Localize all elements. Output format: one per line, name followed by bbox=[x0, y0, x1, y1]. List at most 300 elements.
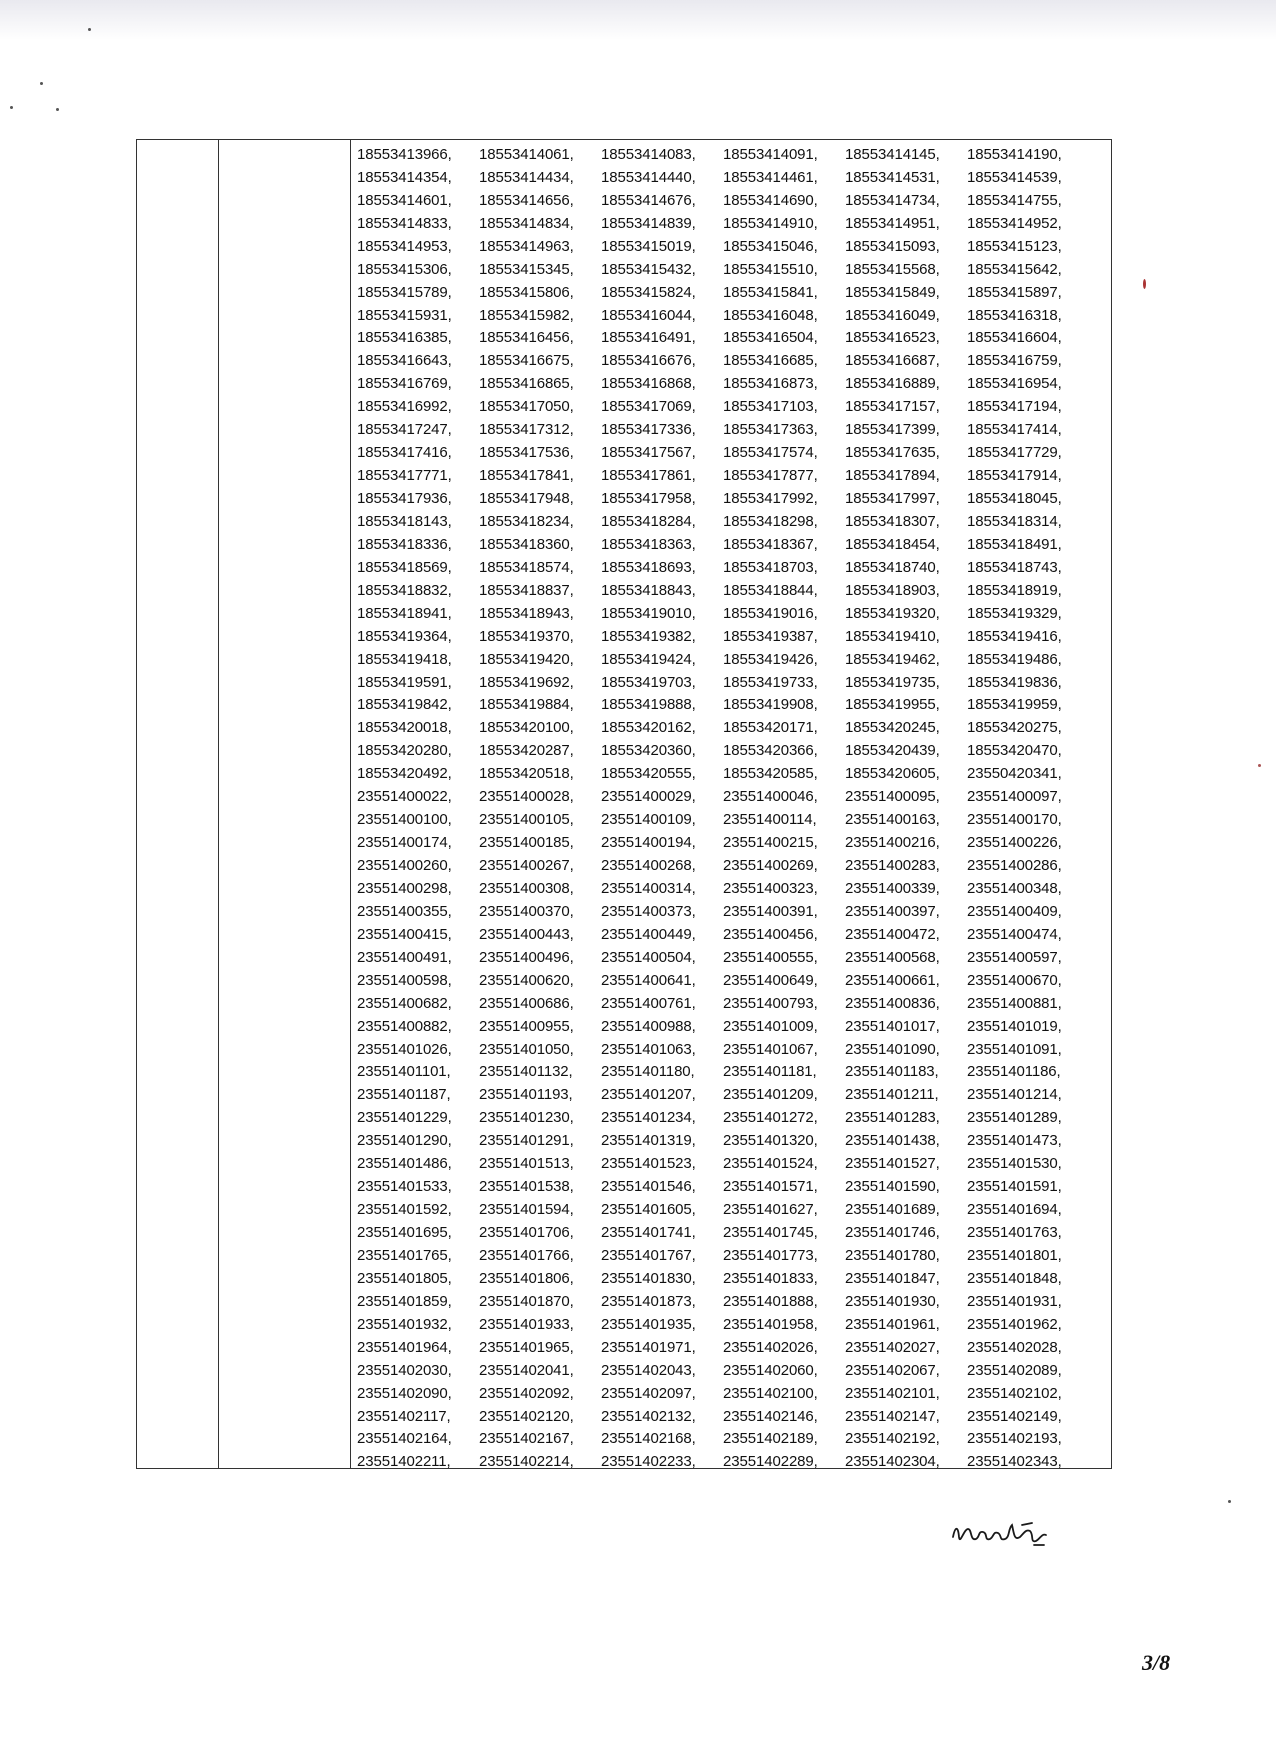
number-cell: 18553416504, bbox=[723, 329, 818, 347]
number-cell: 23551401870, bbox=[479, 1292, 574, 1310]
number-cell: 18553414531, bbox=[845, 168, 940, 186]
number-cell: 23551401486, bbox=[357, 1155, 452, 1173]
number-cell: 23551401767, bbox=[601, 1246, 696, 1264]
number-cell: 23551400373, bbox=[601, 902, 696, 920]
number-cell: 18553415568, bbox=[845, 260, 940, 278]
number-cell: 23551401019, bbox=[967, 1017, 1062, 1035]
number-cell: 23551400097, bbox=[967, 788, 1062, 806]
number-cell: 23551401830, bbox=[601, 1269, 696, 1287]
number-cell: 23551400415, bbox=[357, 925, 452, 943]
number-cell: 23551400661, bbox=[845, 971, 940, 989]
number-cell: 23551401766, bbox=[479, 1246, 574, 1264]
number-cell: 23551400597, bbox=[967, 948, 1062, 966]
number-cell: 18553417157, bbox=[845, 398, 940, 416]
number-cell: 23551400491, bbox=[357, 948, 452, 966]
number-cell: 18553418832, bbox=[357, 581, 452, 599]
number-cell: 23551401319, bbox=[601, 1132, 696, 1150]
number-cell: 18553416759, bbox=[967, 352, 1062, 370]
number-cell: 23551401017, bbox=[845, 1017, 940, 1035]
table-row bbox=[357, 1290, 1089, 1313]
number-cell: 18553414656, bbox=[479, 191, 574, 209]
number-cell: 23551400761, bbox=[601, 994, 696, 1012]
number-cell: 18553420518, bbox=[479, 765, 574, 783]
number-cell: 23551401594, bbox=[479, 1201, 574, 1219]
number-cell: 23551401289, bbox=[967, 1109, 1062, 1127]
number-cell: 18553413966, bbox=[357, 145, 452, 163]
number-cell: 23551400298, bbox=[357, 879, 452, 897]
number-cell: 23551402168, bbox=[601, 1430, 696, 1448]
number-cell: 18553417948, bbox=[479, 490, 574, 508]
number-cell: 18553418569, bbox=[357, 558, 452, 576]
number-cell: 23551401833, bbox=[723, 1269, 818, 1287]
number-cell: 18553416048, bbox=[723, 306, 818, 324]
number-cell: 18553419010, bbox=[601, 604, 696, 622]
number-cell: 23551402067, bbox=[845, 1361, 940, 1379]
number-cell: 18553417729, bbox=[967, 444, 1062, 462]
number-cell: 18553419486, bbox=[967, 650, 1062, 668]
table-row bbox=[357, 739, 1089, 762]
table-row bbox=[357, 831, 1089, 854]
table-row bbox=[357, 327, 1089, 350]
number-cell: 18553418336, bbox=[357, 535, 452, 553]
number-cell: 23551402101, bbox=[845, 1384, 940, 1402]
number-cell: 18553418703, bbox=[723, 558, 818, 576]
number-cell: 18553419382, bbox=[601, 627, 696, 645]
number-cell: 18553416456, bbox=[479, 329, 574, 347]
table-row bbox=[357, 1450, 1089, 1473]
number-cell: 18553418045, bbox=[967, 490, 1062, 508]
number-cell: 23551401571, bbox=[723, 1178, 818, 1196]
number-cell: 18553418740, bbox=[845, 558, 940, 576]
number-cell: 23551401067, bbox=[723, 1040, 818, 1058]
number-cell: 18553417894, bbox=[845, 467, 940, 485]
number-cell: 18553418454, bbox=[845, 535, 940, 553]
number-cell: 18553418843, bbox=[601, 581, 696, 599]
number-cell: 23551401706, bbox=[479, 1224, 574, 1242]
number-cell: 23551400504, bbox=[601, 948, 696, 966]
table-row bbox=[357, 235, 1089, 258]
number-cell: 23551401763, bbox=[967, 1224, 1062, 1242]
number-cell: 23551401320, bbox=[723, 1132, 818, 1150]
table-column-serial bbox=[137, 140, 219, 1468]
number-cell: 23551401694, bbox=[967, 1201, 1062, 1219]
number-cell: 23551400682, bbox=[357, 994, 452, 1012]
scan-speck bbox=[56, 108, 59, 111]
table-row bbox=[357, 372, 1089, 395]
number-cell: 23551400268, bbox=[601, 857, 696, 875]
number-cell: 18553415931, bbox=[357, 306, 452, 324]
number-cell: 23551402089, bbox=[967, 1361, 1062, 1379]
table-row bbox=[357, 602, 1089, 625]
number-cell: 18553415806, bbox=[479, 283, 574, 301]
number-cell: 18553420555, bbox=[601, 765, 696, 783]
number-cell: 23551400185, bbox=[479, 834, 574, 852]
number-cell: 23551400109, bbox=[601, 811, 696, 829]
number-cell: 23551400456, bbox=[723, 925, 818, 943]
number-cell: 18553415345, bbox=[479, 260, 574, 278]
number-cell: 23551401746, bbox=[845, 1224, 940, 1242]
page-number: 3/8 bbox=[1142, 1650, 1171, 1675]
number-cell: 23551401961, bbox=[845, 1315, 940, 1333]
number-cell: 23551401801, bbox=[967, 1246, 1062, 1264]
number-cell: 23551401513, bbox=[479, 1155, 574, 1173]
number-cell: 18553419692, bbox=[479, 673, 574, 691]
number-cell: 23551402090, bbox=[357, 1384, 452, 1402]
number-cell: 23551401091, bbox=[967, 1040, 1062, 1058]
number-cell: 23551401741, bbox=[601, 1224, 696, 1242]
number-cell: 23551400649, bbox=[723, 971, 818, 989]
number-cell: 18553416523, bbox=[845, 329, 940, 347]
table-row bbox=[357, 143, 1089, 166]
table-row bbox=[357, 1175, 1089, 1198]
number-cell: 18553414755, bbox=[967, 191, 1062, 209]
number-cell: 23551400314, bbox=[601, 879, 696, 897]
number-cell: 18553419418, bbox=[357, 650, 452, 668]
number-cell: 18553418919, bbox=[967, 581, 1062, 599]
number-cell: 23551401805, bbox=[357, 1269, 452, 1287]
number-cell: 23551401473, bbox=[967, 1132, 1062, 1150]
number-cell: 18553418363, bbox=[601, 535, 696, 553]
table-row bbox=[357, 716, 1089, 739]
number-cell: 23551400029, bbox=[601, 788, 696, 806]
number-cell: 18553419410, bbox=[845, 627, 940, 645]
number-cell: 23551400028, bbox=[479, 788, 574, 806]
number-cell: 23551402100, bbox=[723, 1384, 818, 1402]
number-cell: 18553419591, bbox=[357, 673, 452, 691]
number-cell: 18553414461, bbox=[723, 168, 818, 186]
number-cell: 23551401873, bbox=[601, 1292, 696, 1310]
table-row bbox=[357, 1244, 1089, 1267]
number-cell: 18553416675, bbox=[479, 352, 574, 370]
number-cell: 18553419370, bbox=[479, 627, 574, 645]
number-cell: 23551400641, bbox=[601, 971, 696, 989]
number-cell: 18553418941, bbox=[357, 604, 452, 622]
number-cell: 18553416889, bbox=[845, 375, 940, 393]
number-cell: 18553416992, bbox=[357, 398, 452, 416]
number-cell: 23551401935, bbox=[601, 1315, 696, 1333]
number-cell: 23551402132, bbox=[601, 1407, 696, 1425]
table-row bbox=[357, 694, 1089, 717]
number-cell: 18553418314, bbox=[967, 512, 1062, 530]
number-cell: 23551401592, bbox=[357, 1201, 452, 1219]
table-row bbox=[357, 900, 1089, 923]
number-cell: 18553417958, bbox=[601, 490, 696, 508]
table-row bbox=[357, 923, 1089, 946]
number-cell: 23551401132, bbox=[479, 1063, 573, 1081]
number-cell: 23551401234, bbox=[601, 1109, 696, 1127]
number-cell: 23551401971, bbox=[601, 1338, 696, 1356]
number-cell: 18553414910, bbox=[723, 214, 818, 232]
number-cell: 23551401026, bbox=[357, 1040, 452, 1058]
number-cell: 18553414091, bbox=[723, 145, 818, 163]
number-cell: 18553414061, bbox=[479, 145, 574, 163]
number-cell: 18553415019, bbox=[601, 237, 696, 255]
number-cell: 18553417914, bbox=[967, 467, 1062, 485]
number-cell: 23551401888, bbox=[723, 1292, 818, 1310]
number-cell: 18553418943, bbox=[479, 604, 574, 622]
number-cell: 23551402030, bbox=[357, 1361, 452, 1379]
number-cell: 23551401689, bbox=[845, 1201, 940, 1219]
number-cell: 23551400170, bbox=[967, 811, 1062, 829]
table-row bbox=[357, 441, 1089, 464]
number-cell: 18553420018, bbox=[357, 719, 452, 737]
number-cell: 23551401230, bbox=[479, 1109, 574, 1127]
number-cell: 18553417536, bbox=[479, 444, 574, 462]
number-cell: 18553414083, bbox=[601, 145, 696, 163]
number-cell: 18553415510, bbox=[723, 260, 818, 278]
number-cell: 18553420366, bbox=[723, 742, 818, 760]
number-cell: 18553416687, bbox=[845, 352, 940, 370]
table-row bbox=[357, 579, 1089, 602]
scan-speck bbox=[40, 82, 43, 85]
table-row bbox=[357, 487, 1089, 510]
table-row bbox=[357, 1359, 1089, 1382]
number-cell: 18553420585, bbox=[723, 765, 818, 783]
number-cell: 18553417194, bbox=[967, 398, 1062, 416]
number-cell: 23551402149, bbox=[967, 1407, 1062, 1425]
number-cell: 23551401695, bbox=[357, 1224, 452, 1242]
number-cell: 23551400836, bbox=[845, 994, 940, 1012]
table-row bbox=[357, 510, 1089, 533]
number-cell: 23551400163, bbox=[845, 811, 940, 829]
number-cell: 18553417574, bbox=[723, 444, 818, 462]
number-cell: 18553420287, bbox=[479, 742, 574, 760]
number-cell: 23551401291, bbox=[479, 1132, 574, 1150]
number-cell: 23551401958, bbox=[723, 1315, 818, 1333]
number-cell: 18553419424, bbox=[601, 650, 696, 668]
number-cell: 23551402343, bbox=[967, 1453, 1062, 1471]
number-cell: 18553417936, bbox=[357, 490, 452, 508]
number-cell: 18553416676, bbox=[601, 352, 696, 370]
number-cell: 18553415841, bbox=[723, 283, 818, 301]
number-cell: 18553417069, bbox=[601, 398, 696, 416]
table-row bbox=[357, 1267, 1089, 1290]
number-cell: 23551402060, bbox=[723, 1361, 818, 1379]
table-row bbox=[357, 1336, 1089, 1359]
number-cell: 18553418234, bbox=[479, 512, 574, 530]
table-row bbox=[357, 1129, 1089, 1152]
number-cell: 18553419426, bbox=[723, 650, 818, 668]
number-cell: 23551400670, bbox=[967, 971, 1062, 989]
number-cell: 23551401523, bbox=[601, 1155, 696, 1173]
number-cell: 23551402214, bbox=[479, 1453, 574, 1471]
scan-shadow bbox=[0, 0, 1276, 40]
number-cell: 18553419416, bbox=[967, 627, 1062, 645]
scan-speck bbox=[1143, 279, 1146, 289]
number-cell: 23551402146, bbox=[723, 1407, 818, 1425]
number-cell: 18553420100, bbox=[479, 719, 574, 737]
number-cell: 18553418574, bbox=[479, 558, 574, 576]
number-cell: 23551400283, bbox=[845, 857, 940, 875]
number-cell: 23551400269, bbox=[723, 857, 818, 875]
number-cell: 18553419703, bbox=[601, 673, 696, 691]
number-cell: 23551400474, bbox=[967, 925, 1062, 943]
number-cell: 18553417567, bbox=[601, 444, 696, 462]
table-row bbox=[357, 304, 1089, 327]
table-row bbox=[357, 1428, 1089, 1451]
scan-speck bbox=[1228, 1500, 1231, 1503]
table-row bbox=[357, 671, 1089, 694]
number-cell: 18553414190, bbox=[967, 145, 1062, 163]
number-cell: 23551400472, bbox=[845, 925, 940, 943]
number-cell: 23551402289, bbox=[723, 1453, 818, 1471]
number-cell: 18553415046, bbox=[723, 237, 818, 255]
number-cell: 23551401859, bbox=[357, 1292, 452, 1310]
number-cell: 23551401847, bbox=[845, 1269, 940, 1287]
number-cell: 23551400022, bbox=[357, 788, 452, 806]
number-cell: 23551400323, bbox=[723, 879, 818, 897]
number-cell: 23551401605, bbox=[601, 1201, 696, 1219]
number-cell: 23551401229, bbox=[357, 1109, 452, 1127]
number-cell: 18553414690, bbox=[723, 191, 818, 209]
number-cell: 18553420162, bbox=[601, 719, 696, 737]
table-row bbox=[357, 1015, 1089, 1038]
number-cell: 23551400216, bbox=[845, 834, 940, 852]
number-cell: 18553415123, bbox=[967, 237, 1062, 255]
number-cell: 23551400194, bbox=[601, 834, 696, 852]
number-cell: 18553420280, bbox=[357, 742, 452, 760]
number-cell: 23551400686, bbox=[479, 994, 574, 1012]
number-cell: 23551402120, bbox=[479, 1407, 574, 1425]
number-cell: 18553417414, bbox=[967, 421, 1062, 439]
number-cell: 23551401283, bbox=[845, 1109, 940, 1127]
number-cell: 18553414839, bbox=[601, 214, 696, 232]
number-cell: 23551402192, bbox=[845, 1430, 940, 1448]
number-cell: 23551400355, bbox=[357, 902, 452, 920]
table-row bbox=[357, 1061, 1089, 1084]
number-cell: 23551401806, bbox=[479, 1269, 574, 1287]
number-cell: 18553419908, bbox=[723, 696, 818, 714]
number-cell: 18553415642, bbox=[967, 260, 1062, 278]
number-cell: 18553417363, bbox=[723, 421, 818, 439]
number-cell: 18553415789, bbox=[357, 283, 452, 301]
number-cell: 23551400348, bbox=[967, 879, 1062, 897]
number-cell: 23551400105, bbox=[479, 811, 574, 829]
number-cell: 23551400568, bbox=[845, 948, 940, 966]
number-cell: 18553418367, bbox=[723, 535, 818, 553]
number-cell: 18553418743, bbox=[967, 558, 1062, 576]
number-cell: 23551402041, bbox=[479, 1361, 574, 1379]
number-cell: 23551400391, bbox=[723, 902, 818, 920]
table-row bbox=[357, 1313, 1089, 1336]
number-cell: 18553418284, bbox=[601, 512, 696, 530]
number-cell: 23551401933, bbox=[479, 1315, 574, 1333]
table-row bbox=[357, 1106, 1089, 1129]
number-cell: 18553419387, bbox=[723, 627, 818, 645]
number-cell: 23551402117, bbox=[357, 1407, 451, 1425]
number-cell: 23551402102, bbox=[967, 1384, 1062, 1402]
number-cell: 18553419735, bbox=[845, 673, 940, 691]
number-cell: 18553418360, bbox=[479, 535, 574, 553]
number-cell: 23551401209, bbox=[723, 1086, 818, 1104]
number-cell: 23551400174, bbox=[357, 834, 452, 852]
number-cell: 18553419836, bbox=[967, 673, 1062, 691]
scan-speck bbox=[88, 28, 91, 31]
number-cell: 18553420605, bbox=[845, 765, 940, 783]
number-cell: 23551400449, bbox=[601, 925, 696, 943]
number-cell: 18553414951, bbox=[845, 214, 940, 232]
scan-speck bbox=[10, 106, 13, 109]
number-cell: 18553418903, bbox=[845, 581, 940, 599]
number-cell: 23551401538, bbox=[479, 1178, 574, 1196]
number-cell: 18553419462, bbox=[845, 650, 940, 668]
number-cell: 23551400793, bbox=[723, 994, 818, 1012]
number-cell: 18553417416, bbox=[357, 444, 452, 462]
number-cell: 18553414833, bbox=[357, 214, 452, 232]
number-cell: 23550420341, bbox=[967, 765, 1062, 783]
number-cell: 18553420245, bbox=[845, 719, 940, 737]
number-cell: 23551401527, bbox=[845, 1155, 940, 1173]
table-row bbox=[357, 418, 1089, 441]
number-cell: 18553417771, bbox=[357, 467, 452, 485]
table-column-numbers bbox=[351, 140, 1111, 1471]
number-cell: 18553414601, bbox=[357, 191, 452, 209]
number-cell: 18553415849, bbox=[845, 283, 940, 301]
number-cell: 18553420171, bbox=[723, 719, 818, 737]
table-row bbox=[357, 281, 1089, 304]
number-cell: 23551402304, bbox=[845, 1453, 940, 1471]
number-cell: 23551402092, bbox=[479, 1384, 574, 1402]
number-cell: 23551401193, bbox=[479, 1086, 573, 1104]
number-list bbox=[357, 143, 1089, 1473]
number-cell: 23551401290, bbox=[357, 1132, 452, 1150]
number-cell: 23551401546, bbox=[601, 1178, 696, 1196]
number-cell: 18553420360, bbox=[601, 742, 696, 760]
number-cell: 23551400620, bbox=[479, 971, 574, 989]
number-cell: 23551401591, bbox=[967, 1178, 1062, 1196]
number-cell: 18553418298, bbox=[723, 512, 818, 530]
number-cell: 23551400988, bbox=[601, 1017, 696, 1035]
number-cell: 23551401765, bbox=[357, 1246, 452, 1264]
table-row bbox=[357, 212, 1089, 235]
table-row bbox=[357, 1405, 1089, 1428]
handwritten-signature bbox=[950, 1515, 1080, 1555]
table-row bbox=[357, 1152, 1089, 1175]
number-cell: 23551401438, bbox=[845, 1132, 940, 1150]
number-cell: 18553416385, bbox=[357, 329, 452, 347]
number-cell: 18553420492, bbox=[357, 765, 452, 783]
number-cell: 18553420470, bbox=[967, 742, 1062, 760]
table-row bbox=[357, 808, 1089, 831]
table-row bbox=[357, 946, 1089, 969]
number-cell: 23551401965, bbox=[479, 1338, 574, 1356]
number-cell: 23551401962, bbox=[967, 1315, 1062, 1333]
table-row bbox=[357, 992, 1089, 1015]
number-cell: 23551401533, bbox=[357, 1178, 452, 1196]
number-cell: 23551402211, bbox=[357, 1453, 451, 1471]
number-cell: 23551401930, bbox=[845, 1292, 940, 1310]
number-cell: 18553416049, bbox=[845, 306, 940, 324]
number-cell: 23551401848, bbox=[967, 1269, 1062, 1287]
table-row bbox=[357, 189, 1089, 212]
number-cell: 23551400955, bbox=[479, 1017, 574, 1035]
number-cell: 18553416868, bbox=[601, 375, 696, 393]
number-cell: 18553414539, bbox=[967, 168, 1062, 186]
number-cell: 23551401009, bbox=[723, 1017, 818, 1035]
number-cell: 23551402164, bbox=[357, 1430, 452, 1448]
number-cell: 18553417336, bbox=[601, 421, 696, 439]
number-cell: 18553414953, bbox=[357, 237, 452, 255]
number-cell: 23551400286, bbox=[967, 857, 1062, 875]
table-row bbox=[357, 785, 1089, 808]
number-cell: 18553416044, bbox=[601, 306, 696, 324]
table-row bbox=[357, 877, 1089, 900]
number-cell: 18553414834, bbox=[479, 214, 574, 232]
number-cell: 18553414440, bbox=[601, 168, 696, 186]
table-row bbox=[357, 556, 1089, 579]
number-cell: 18553414734, bbox=[845, 191, 940, 209]
number-cell: 18553416865, bbox=[479, 375, 574, 393]
